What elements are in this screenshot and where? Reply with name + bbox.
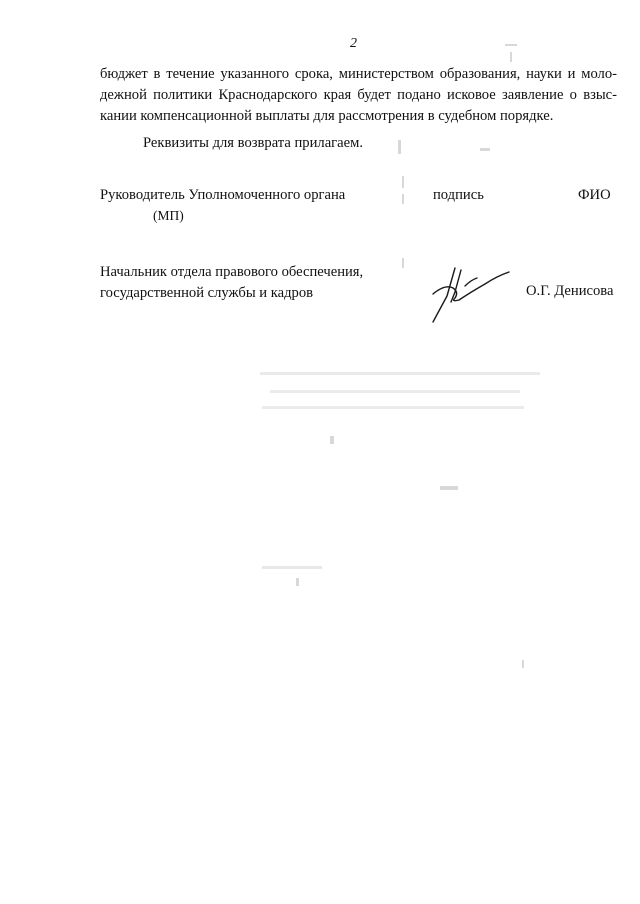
requisites-note: Реквизиты для возврата прилагаем.	[143, 135, 363, 151]
page-number: 2	[350, 36, 357, 51]
paragraph-line: бюджет в течение указанного срока, министерством образования, науки и моло-	[100, 66, 617, 82]
paragraph-line: дежной политики Краснодарского края будет подано исковое заявление о взыс-	[100, 87, 617, 103]
signatory-position	[100, 262, 363, 304]
signatory-name: О.Г. Денисова	[526, 283, 614, 299]
body-paragraph	[100, 64, 617, 127]
position-line: государственной службы и кадров	[100, 285, 314, 301]
signature-placeholder: подпись	[433, 187, 484, 203]
position-line: Начальник отдела правового обеспечения,	[100, 264, 364, 280]
handwritten-signature	[425, 262, 515, 324]
name-placeholder: ФИО	[578, 187, 611, 203]
stamp-placeholder: (МП)	[153, 208, 184, 223]
paragraph-line: кании компенсационной выплаты для рассмотрения в судебном порядке.	[100, 108, 554, 124]
authority-head-title: Руководитель Уполномоченного органа	[100, 187, 346, 203]
